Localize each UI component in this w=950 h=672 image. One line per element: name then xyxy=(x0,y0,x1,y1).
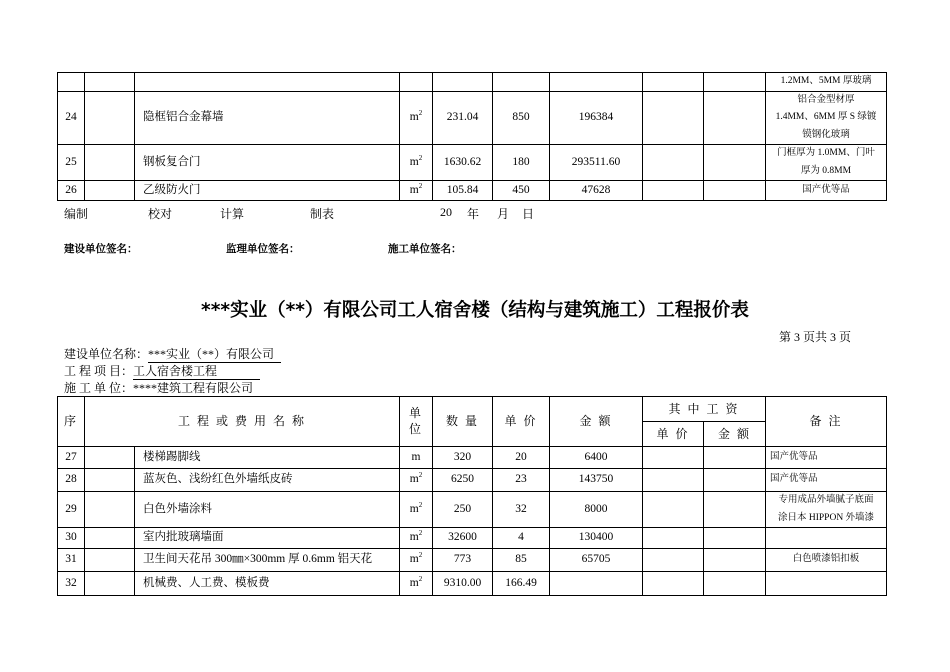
price-cell: 20 xyxy=(493,447,550,469)
check-label: 校对 xyxy=(148,207,173,221)
unit-cell xyxy=(400,549,433,572)
seq-cell: 26 xyxy=(58,181,85,201)
item-name-cell: 隐框铝合金幕墙 xyxy=(135,91,400,145)
blank-cell xyxy=(85,528,135,549)
make-label: 制表 xyxy=(310,207,335,221)
amount-cell: 65705 xyxy=(550,549,643,572)
note-line: 专用成品外墙腻子底面 xyxy=(778,495,874,505)
item-name-cell xyxy=(135,73,400,92)
labor-price-cell xyxy=(643,181,704,201)
item-name-cell: 白色外墙涂料 xyxy=(135,492,400,528)
top-table-body xyxy=(58,73,887,201)
note-line: 国产优等品 xyxy=(802,185,850,196)
contractor-line xyxy=(64,379,255,397)
labor-price-cell xyxy=(643,492,704,528)
note-cell xyxy=(766,145,887,181)
item-name-cell: 卫生间天花吊 300㎜×300mm 厚 0.6mm 铝天花 xyxy=(135,549,400,572)
header-amount: 金 额 xyxy=(550,397,643,447)
seq-cell: 31 xyxy=(58,549,85,572)
unit-cell xyxy=(400,572,433,596)
labor-amount-cell xyxy=(704,492,766,528)
unit-cell xyxy=(400,447,433,469)
blank-cell xyxy=(85,492,135,528)
unit-cell xyxy=(400,492,433,528)
unit-text: m xyxy=(411,450,421,463)
table-row xyxy=(58,469,887,492)
amount-cell: 6400 xyxy=(550,447,643,469)
owner-signature-label: 建设单位签名： xyxy=(64,243,138,255)
unit-text: m xyxy=(409,473,419,486)
amount-cell: 8000 xyxy=(550,492,643,528)
header-name: 工 程 或 费 用 名 称 xyxy=(85,397,400,447)
qty-cell: 773 xyxy=(433,549,493,572)
top-table xyxy=(57,72,887,201)
note-cell xyxy=(766,492,887,528)
blank-cell xyxy=(85,73,135,92)
table-row xyxy=(58,145,887,181)
header-qty: 数 量 xyxy=(433,397,493,447)
labor-price-cell xyxy=(643,447,704,469)
item-name-cell: 机械费、人工费、模板费 xyxy=(135,572,400,596)
unit-text: m xyxy=(409,155,419,168)
labor-price-cell xyxy=(643,549,704,572)
item-name-cell: 室内批玻璃墙面 xyxy=(135,528,400,549)
supervisor-signature-label: 监理单位签名： xyxy=(226,243,300,255)
unit-text: m xyxy=(409,183,419,196)
table-row xyxy=(58,572,887,596)
unit-text: m xyxy=(409,111,419,123)
unit-superscript: 2 xyxy=(418,574,423,583)
blank-cell xyxy=(85,181,135,201)
year-label: 年 xyxy=(467,207,480,221)
unit-superscript: 2 xyxy=(418,551,423,560)
unit-text: m xyxy=(409,553,419,566)
header-labor-price: 单 价 xyxy=(643,422,704,447)
note-cell xyxy=(766,447,887,469)
qty-cell: 320 xyxy=(433,447,493,469)
project-line xyxy=(64,362,260,380)
seq-cell: 24 xyxy=(58,91,85,145)
owner-name-label: 建设单位名称： xyxy=(64,347,149,361)
table-row xyxy=(58,447,887,469)
table-row xyxy=(58,181,887,201)
table-row xyxy=(58,73,887,92)
labor-amount-cell xyxy=(704,549,766,572)
price-cell: 32 xyxy=(493,492,550,528)
note-cell xyxy=(766,181,887,201)
qty-cell: 231.04 xyxy=(433,91,493,145)
labor-price-cell xyxy=(643,145,704,181)
item-name-cell: 楼梯踢脚线 xyxy=(135,447,400,469)
amount-cell: 293511.60 xyxy=(550,145,643,181)
qty-cell: 32600 xyxy=(433,528,493,549)
labor-price-cell xyxy=(643,73,704,92)
labor-price-cell xyxy=(643,528,704,549)
labor-amount-cell xyxy=(704,73,766,92)
labor-amount-cell xyxy=(704,469,766,492)
labor-amount-cell xyxy=(704,572,766,596)
note-line: 镆钢化玻璃 xyxy=(802,129,850,140)
unit-text: m xyxy=(409,502,419,515)
qty-cell: 1630.62 xyxy=(433,145,493,181)
amount-cell: 47628 xyxy=(550,181,643,201)
note-line: 白色喷漆铝扣板 xyxy=(792,554,860,565)
labor-amount-cell xyxy=(704,181,766,201)
price-cell: 85 xyxy=(493,549,550,572)
unit-cell xyxy=(400,181,433,201)
unit-cell xyxy=(400,73,433,92)
note-cell xyxy=(766,549,887,572)
note-cell xyxy=(766,572,887,596)
owner-line xyxy=(64,345,281,363)
note-cell xyxy=(766,469,887,492)
price-cell: 450 xyxy=(493,181,550,201)
labor-amount-cell xyxy=(704,91,766,145)
labor-amount-cell xyxy=(704,145,766,181)
seq-cell xyxy=(58,73,85,92)
price-cell: 4 xyxy=(493,528,550,549)
table-row xyxy=(58,492,887,528)
blank-cell xyxy=(85,91,135,145)
header-price: 单 价 xyxy=(493,397,550,447)
table-row xyxy=(58,528,887,549)
item-name-cell: 蓝灰色、浅纷红色外墙纸皮砖 xyxy=(135,469,400,492)
qty-cell xyxy=(433,73,493,92)
note-line: 涂日本 HIPPON 外墙漆 xyxy=(778,512,875,523)
seq-cell: 29 xyxy=(58,492,85,528)
header-seq: 序 xyxy=(58,397,85,447)
calc-label: 计算 xyxy=(220,207,245,221)
seq-cell: 28 xyxy=(58,469,85,492)
seq-cell: 30 xyxy=(58,528,85,549)
price-cell xyxy=(493,73,550,92)
unit-cell xyxy=(400,528,433,549)
project-value: 工人宿舍楼工程 xyxy=(133,362,260,380)
qty-cell: 9310.00 xyxy=(433,572,493,596)
year-value: 20 xyxy=(440,205,452,219)
table-row xyxy=(58,549,887,572)
note-line: 铝合金型材厚 xyxy=(797,94,855,105)
item-name-cell: 钢板复合门 xyxy=(135,145,400,181)
header-note: 备 注 xyxy=(766,397,887,447)
labor-price-cell xyxy=(643,469,704,492)
qty-cell: 105.84 xyxy=(433,181,493,201)
blank-cell xyxy=(85,145,135,181)
quote-table-body xyxy=(58,447,887,596)
amount-cell: 143750 xyxy=(550,469,643,492)
page-info: 第 3 页共 3 页 xyxy=(778,330,851,344)
labor-price-cell xyxy=(643,572,704,596)
unit-cell xyxy=(400,145,433,181)
price-cell: 23 xyxy=(493,469,550,492)
amount-cell: 196384 xyxy=(550,91,643,145)
amount-cell: 130400 xyxy=(550,528,643,549)
unit-superscript: 2 xyxy=(418,529,423,538)
header-labor: 其 中 工 资 xyxy=(643,397,766,422)
labor-price-cell xyxy=(643,91,704,145)
price-cell: 850 xyxy=(493,91,550,145)
unit-superscript: 2 xyxy=(418,154,423,163)
contractor-signature-label: 施工单位签名： xyxy=(388,243,462,255)
note-cell xyxy=(766,528,887,549)
blank-cell xyxy=(85,469,135,492)
project-label: 工 程 项 目： xyxy=(64,364,134,378)
price-cell: 166.49 xyxy=(493,572,550,596)
unit-superscript: 2 xyxy=(418,109,423,118)
unit-text: m xyxy=(409,576,419,589)
labor-amount-cell xyxy=(704,528,766,549)
note-cell xyxy=(766,73,887,92)
note-line: 国产优等品 xyxy=(770,474,818,485)
unit-cell xyxy=(400,91,433,145)
note-cell xyxy=(766,91,887,145)
price-cell: 180 xyxy=(493,145,550,181)
contractor-value: ****建筑工程有限公司 xyxy=(133,381,254,395)
day-label: 日 xyxy=(522,207,535,221)
note-line: 国产优等品 xyxy=(770,451,818,462)
blank-cell xyxy=(85,572,135,596)
note-line: 门框厚为 1.0MM、门叶 xyxy=(777,148,875,159)
blank-cell xyxy=(85,549,135,572)
table-row xyxy=(58,91,887,145)
seq-cell: 27 xyxy=(58,447,85,469)
amount-cell xyxy=(550,73,643,92)
labor-amount-cell xyxy=(704,447,766,469)
month-label: 月 xyxy=(497,207,510,221)
owner-name-value: ***实业（**）有限公司 xyxy=(148,345,281,363)
contractor-label: 施 工 单 位： xyxy=(64,381,134,395)
unit-superscript: 2 xyxy=(418,471,423,480)
qty-cell: 250 xyxy=(433,492,493,528)
unit-superscript: 2 xyxy=(418,500,423,509)
item-name-cell: 乙级防火门 xyxy=(135,181,400,201)
compile-label: 编制 xyxy=(64,207,89,221)
seq-cell: 32 xyxy=(58,572,85,596)
unit-cell xyxy=(400,469,433,492)
header-unit: 单 位 xyxy=(400,397,433,447)
page-title: ***实业（**）有限公司工人宿舍楼（结构与建筑施工）工程报价表 xyxy=(201,300,749,321)
note-line: 厚为 0.8MM xyxy=(800,165,852,176)
blank-cell xyxy=(85,447,135,469)
header-labor-amount: 金 额 xyxy=(704,422,766,447)
seq-cell: 25 xyxy=(58,145,85,181)
unit-text: m xyxy=(409,531,419,544)
note-line: 1.4MM、6MM 厚 S 绿镀 xyxy=(775,112,877,123)
note-line: 1.2MM、5MM 厚玻璃 xyxy=(780,76,872,86)
unit-superscript: 2 xyxy=(418,182,423,191)
quote-table xyxy=(57,396,887,596)
amount-cell xyxy=(550,572,643,596)
qty-cell: 6250 xyxy=(433,469,493,492)
